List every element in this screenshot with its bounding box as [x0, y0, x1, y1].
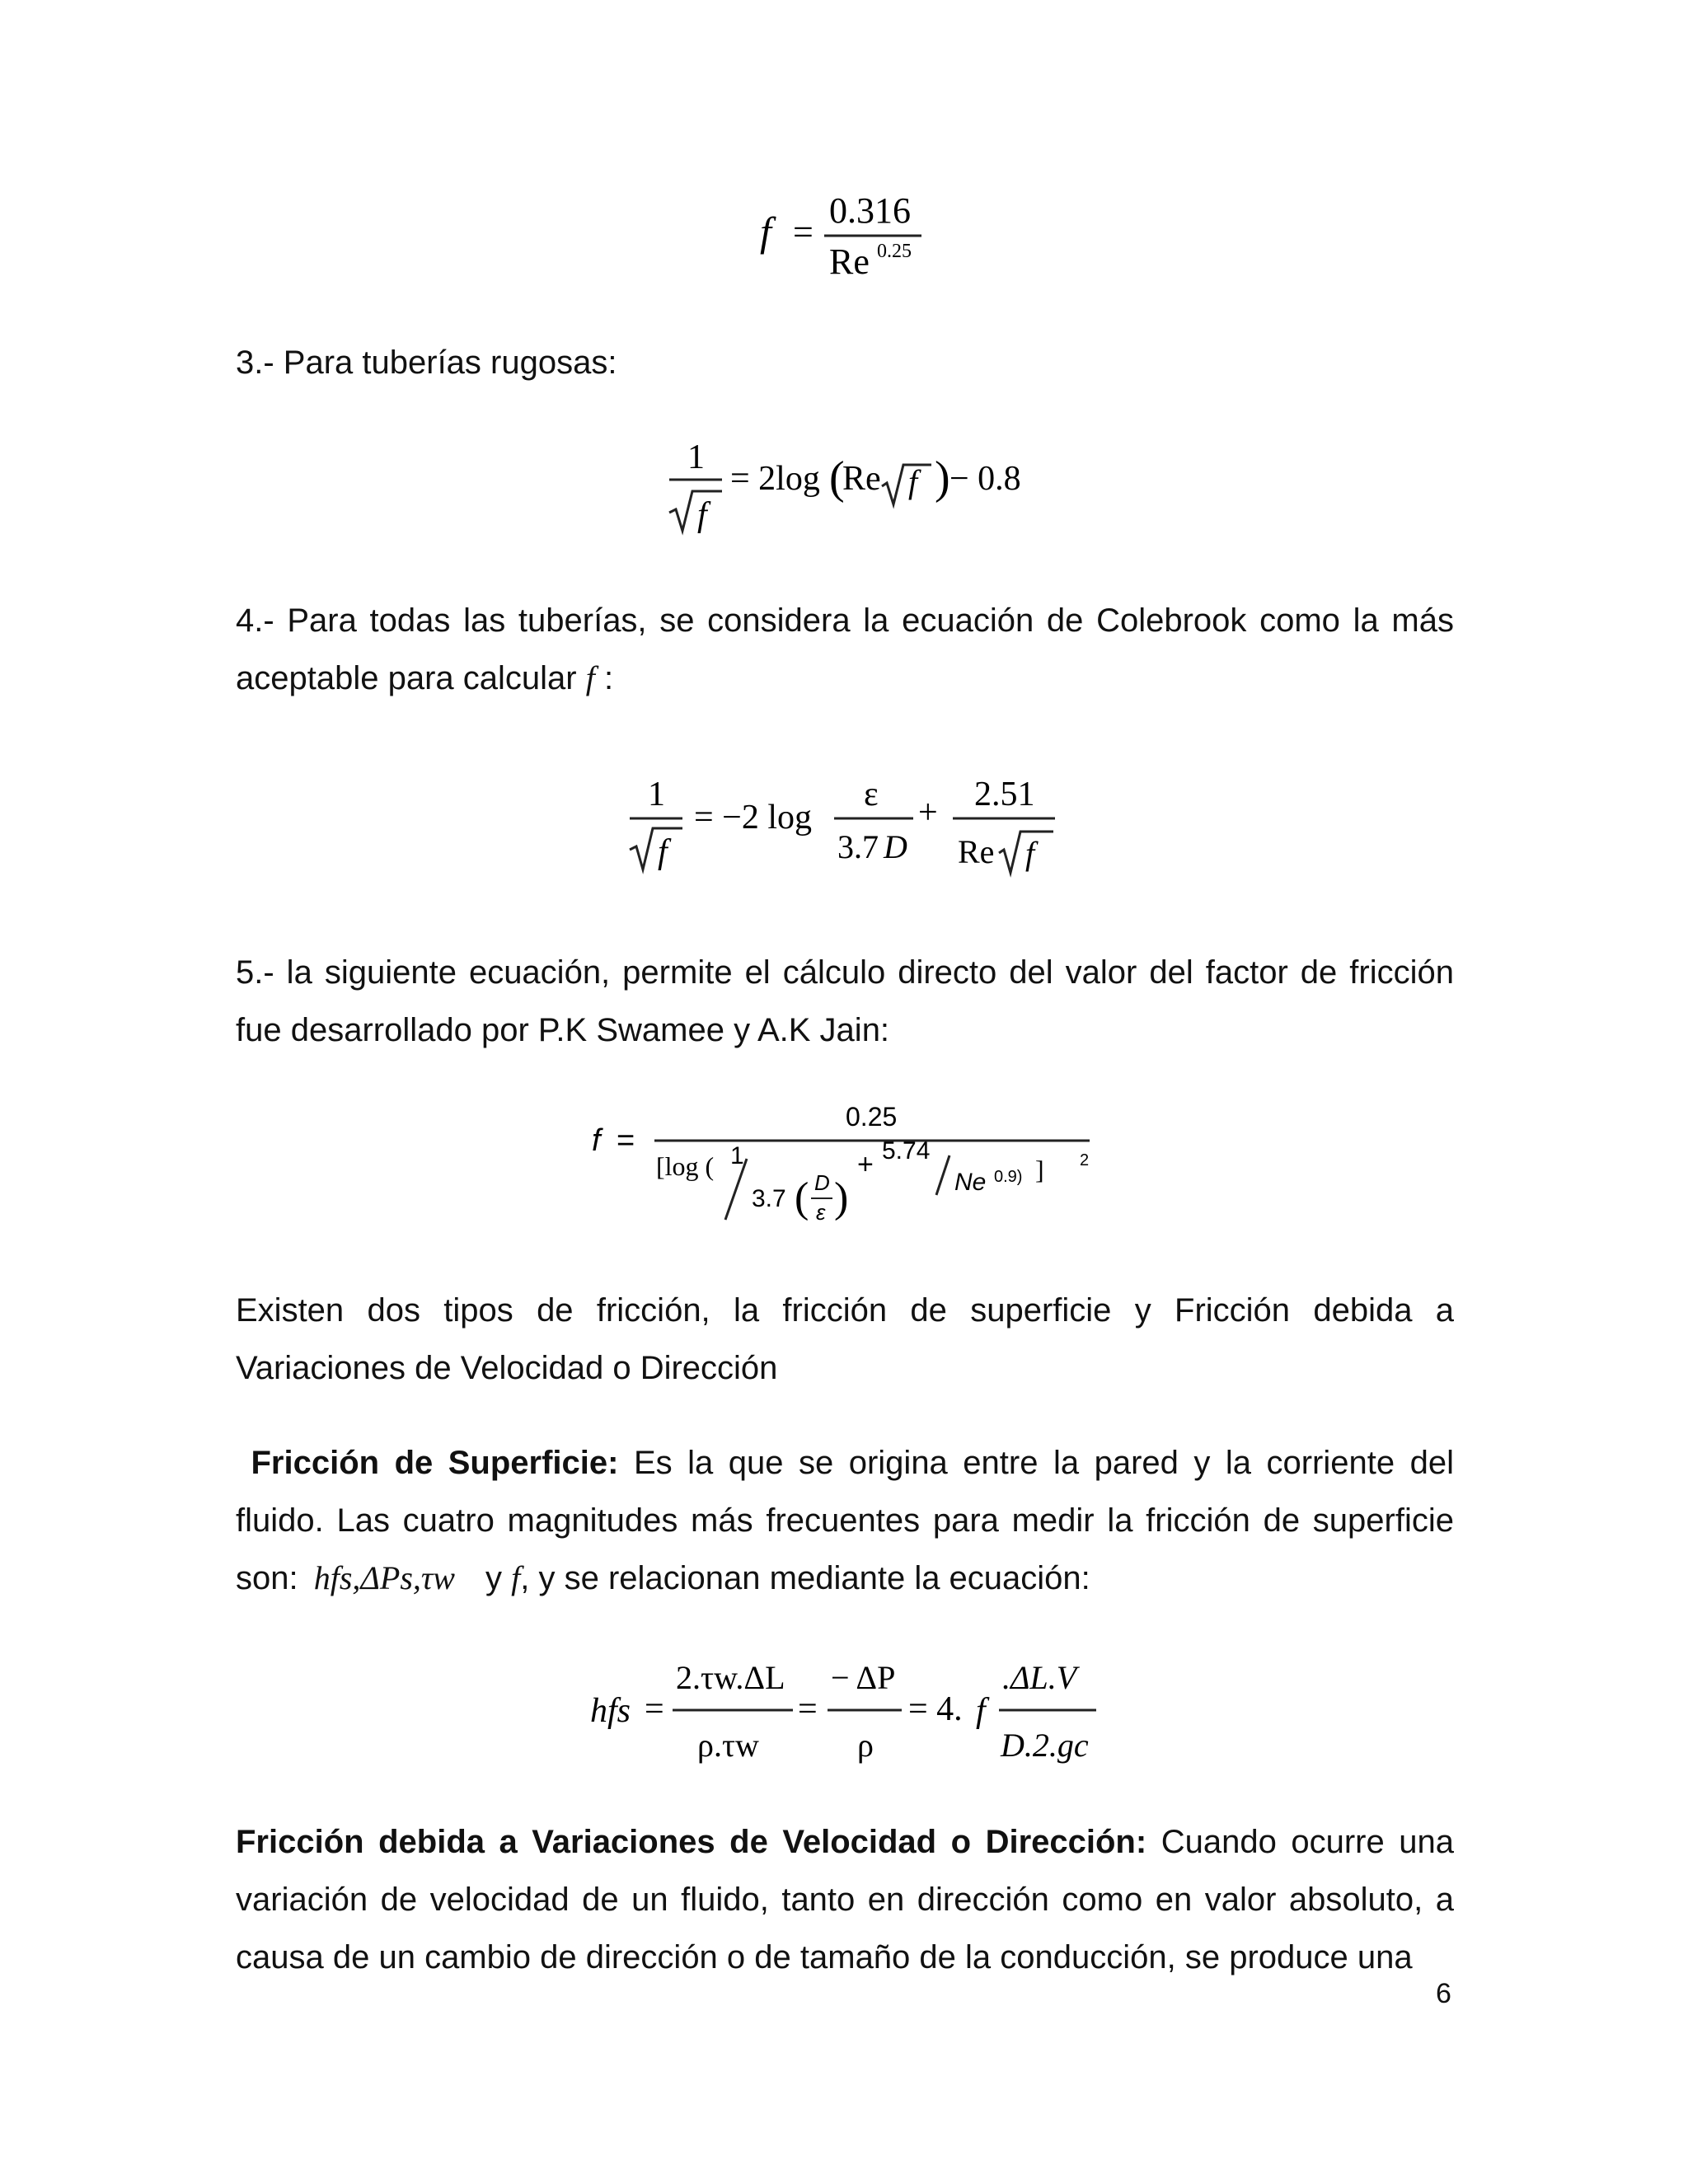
p7-y: y — [485, 1560, 503, 1596]
page-number: 6 — [1436, 1978, 1451, 2009]
p3-text: 3.- Para tuberías rugosas: — [236, 344, 617, 381]
paragraph-velocity-friction — [236, 1813, 1454, 1986]
eq3-den-f: f — [1025, 835, 1035, 872]
eq5-eq: = — [645, 1690, 664, 1728]
p8-text: Cuando ocurre una variación de velocidad de un fluido, tanto en dirección como en valor absoluto, a causa de un cambio de dirección o de tamaño de la conducción, se produce una — [236, 1824, 1454, 1975]
p7-vars: hfs,ΔPs,τw — [313, 1559, 455, 1596]
eq1-den-exp: 0.25 — [877, 241, 912, 262]
eq2-rhs-a: = 2log — [730, 460, 820, 498]
eq3-plus: + — [918, 794, 938, 832]
eq5-n3: .ΔL.V — [1002, 1659, 1077, 1696]
eq4-eps: ε — [816, 1200, 826, 1225]
p7-f-symbol: f — [511, 1559, 521, 1596]
eq4-pow: 2 — [1080, 1151, 1090, 1169]
eq2-paren-close: ) — [935, 452, 950, 504]
p7-bold-heading: Fricción de Superficie: — [251, 1445, 619, 1481]
equation-blasius — [742, 181, 940, 288]
p4-colon: : — [603, 660, 614, 696]
eq4-eq: = — [617, 1123, 635, 1158]
p6-text: Existen dos tipos de fricción, la fricción de superficie y Fricción debida a Variaciones de Velocidad o Dirección — [236, 1292, 1454, 1386]
paragraph-colebrook — [236, 592, 1454, 707]
paragraph-swamee-jain — [236, 944, 1454, 1059]
equation-swamee-jain — [577, 1096, 1104, 1236]
p4-f-symbol: f — [585, 659, 595, 696]
p8-bold-heading: Fricción debida a Variaciones de Velocidad o Dirección: — [236, 1824, 1147, 1860]
eq3-den2: Re — [958, 833, 995, 870]
eq4-one: 1 — [730, 1142, 744, 1169]
eq4-open: [log ( — [656, 1151, 715, 1181]
eq2-num: 1 — [687, 438, 705, 476]
p5-text: 5.- la siguiente ecuación, permite el cálculo directo del valor del factor de fricción fue desarrollado por P.K Swamee y A.K Jain: — [236, 954, 1454, 1048]
eq4-paren-open: ( — [795, 1174, 809, 1221]
eq1-den-base: Re — [829, 241, 870, 282]
eq5-eq2: = — [798, 1690, 818, 1728]
eq2-inner-radical — [882, 465, 931, 504]
eq2-radical — [669, 491, 722, 531]
p7-text: Es la que se origina entre la pared y la corriente del fluido. Las cuatro magnitudes más frecuentes para medir la fricción de superficie son: — [236, 1445, 1454, 1596]
eq5-d3: D.2.gc — [1001, 1727, 1089, 1764]
eq4-slash-2 — [936, 1155, 950, 1195]
eq5-d2: ρ — [857, 1727, 874, 1764]
eq5-lhs: hfs — [590, 1692, 631, 1730]
paragraph-surface-friction — [236, 1434, 1454, 1607]
eq4-n574: 5.74 — [882, 1137, 931, 1165]
paragraph-rough-pipes — [236, 334, 1454, 391]
eq2-paren-open: ( — [829, 452, 845, 504]
eq4-ne: Ne — [954, 1169, 987, 1196]
eq4-den-a: 3.7 — [752, 1185, 786, 1212]
paragraph-friction-types — [236, 1282, 1454, 1397]
eq3-rad: f — [658, 833, 668, 871]
eq3-eps: ε — [864, 776, 879, 813]
equation-hfs — [585, 1652, 1113, 1776]
eq4-paren-close: ) — [834, 1174, 849, 1221]
equation-colebrook — [618, 771, 1080, 886]
eq5-n2: − ΔP — [831, 1659, 896, 1696]
eq3-num: 1 — [648, 776, 665, 813]
eq1-eq: = — [793, 212, 814, 252]
eq3-den1-d: D — [884, 828, 907, 865]
eq4-d: D — [814, 1170, 830, 1195]
equation-rough-pipes — [659, 429, 1030, 544]
eq5-d1: ρ.τw — [697, 1727, 759, 1764]
p4-text: 4.- Para todas las tuberías, se considera la ecuación de Colebrook como la más aceptable para calcular — [236, 602, 1454, 696]
eq4-plus: + — [857, 1149, 874, 1180]
eq4-close: ] — [1035, 1155, 1044, 1184]
eq3-den1: 3.7 — [837, 828, 879, 865]
eq5-f: f — [976, 1692, 986, 1730]
eq3-num2: 2.51 — [974, 776, 1035, 813]
eq5-mid: = 4. — [908, 1690, 963, 1728]
eq2-rhs-tail: − 0.8 — [950, 460, 1021, 498]
eq4-lhs: f — [592, 1123, 601, 1158]
p7-end: , y se relacionan mediante la ecuación: — [520, 1560, 1090, 1596]
eq4-num: 0.25 — [846, 1102, 898, 1132]
eq2-inner-f: f — [908, 463, 918, 500]
eq5-n1: 2.τw.ΔL — [676, 1659, 785, 1696]
eq1-num: 0.316 — [829, 190, 911, 231]
eq3-rhs-a: = −2 log — [694, 799, 813, 837]
eq2-rhs-re: Re — [842, 460, 881, 498]
eq2-rad: f — [697, 496, 707, 534]
eq1-lhs: f — [760, 209, 771, 255]
eq3-radical — [630, 828, 682, 869]
eq4-ne-exp: 0.9) — [994, 1168, 1023, 1186]
